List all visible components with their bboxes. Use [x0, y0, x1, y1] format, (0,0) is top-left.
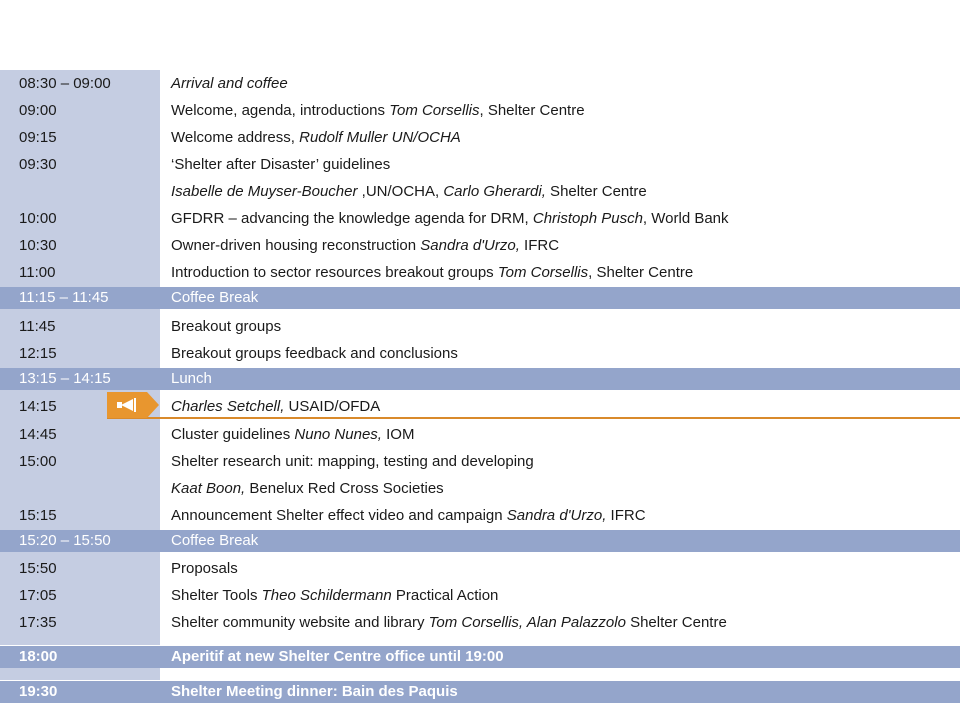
agenda-speaker: Tom Corsellis	[389, 102, 480, 119]
agenda-break-row	[0, 287, 960, 309]
agenda-break-row	[0, 368, 960, 390]
agenda-text: Introduction to sector resources breakout groups	[171, 264, 498, 281]
agenda-text: Aperitif at new Shelter Centre office until 19:00	[171, 648, 504, 665]
agenda-text: , Shelter Centre	[588, 264, 694, 281]
agenda-row	[0, 340, 960, 367]
agenda-text: Shelter research unit: mapping, testing and developing	[171, 453, 534, 470]
agenda-text: Shelter community website and library	[171, 614, 429, 631]
highlight-underline	[107, 417, 960, 419]
agenda-time: 15:15	[19, 507, 57, 524]
agenda-row	[0, 70, 960, 97]
agenda-speaker: Tom Corsellis	[497, 264, 589, 281]
agenda-text: , Shelter Centre	[479, 102, 585, 119]
agenda-row	[0, 475, 960, 502]
agenda-speaker: Carlo Gherardi,	[443, 183, 546, 200]
agenda-row	[0, 609, 960, 636]
agenda-row	[0, 259, 960, 286]
agenda-text: IOM	[381, 426, 415, 443]
agenda-break-row	[0, 646, 960, 668]
agenda-speaker: Nuno Nunes,	[294, 426, 382, 443]
agenda-description	[171, 682, 458, 701]
agenda-description	[171, 647, 504, 666]
agenda-description	[171, 288, 258, 307]
agenda-time: 15:50	[19, 560, 57, 577]
agenda-time: 11:45	[19, 318, 56, 335]
agenda-row	[0, 151, 960, 178]
agenda-text: Owner-driven housing reconstruction	[171, 237, 421, 254]
agenda-speaker: Arrival and coffee	[171, 75, 288, 92]
agenda-text: IFRC	[519, 237, 560, 254]
agenda-description	[171, 236, 559, 255]
agenda-text: IFRC	[606, 507, 646, 524]
agenda-text: Proposals	[171, 560, 238, 577]
agenda-row	[0, 124, 960, 151]
agenda-description	[171, 101, 585, 120]
agenda-text: Shelter Tools	[171, 587, 262, 604]
agenda-speaker: Theo Schildermann	[261, 587, 392, 604]
agenda-time: 09:15	[19, 129, 57, 146]
agenda-time: 10:30	[19, 237, 57, 254]
agenda-time: 17:05	[19, 587, 57, 604]
megaphone-icon	[107, 392, 159, 418]
agenda-speaker: Isabelle de Muyser-Boucher	[171, 183, 358, 200]
agenda-description	[171, 128, 461, 147]
agenda-row	[0, 313, 960, 340]
agenda-text: Breakout groups	[171, 318, 282, 335]
agenda-text: Announcement Shelter effect video and campaign	[171, 507, 507, 524]
agenda-text: Welcome address,	[171, 129, 300, 146]
agenda-text: Lunch	[171, 370, 212, 387]
agenda-break-row	[0, 681, 960, 703]
agenda-text: GFDRR – advancing the knowledge agenda for DRM,	[171, 210, 533, 227]
agenda-time: 15:00	[19, 453, 57, 470]
agenda-row	[0, 448, 960, 475]
agenda-description	[171, 452, 534, 471]
agenda-text: Practical Action	[391, 587, 499, 604]
agenda-description	[171, 531, 258, 550]
agenda-time: 11:00	[19, 264, 56, 281]
agenda-break-row	[0, 530, 960, 552]
agenda-text: Shelter Centre	[545, 183, 647, 200]
agenda-text: , World Bank	[642, 210, 729, 227]
agenda-text: Coffee Break	[171, 289, 259, 306]
agenda-row	[0, 555, 960, 582]
agenda-speaker: Charles Setchell,	[171, 398, 285, 415]
agenda-text: Welcome, agenda, introductions	[171, 102, 390, 119]
agenda-text: Coffee Break	[171, 532, 259, 549]
agenda-text: USAID/OFDA	[284, 398, 381, 415]
agenda-time: 12:15	[19, 345, 57, 362]
agenda-description	[171, 586, 498, 605]
agenda-row	[0, 421, 960, 448]
agenda-time: 14:15	[19, 398, 57, 415]
agenda-speaker: Sandra d'Urzo,	[506, 507, 607, 524]
agenda-description	[171, 182, 647, 201]
agenda-time: 09:00	[19, 102, 57, 119]
agenda-description	[171, 425, 414, 444]
agenda-description	[171, 317, 281, 336]
agenda-speaker: Kaat Boon,	[171, 480, 246, 497]
agenda-row	[0, 582, 960, 609]
agenda-text: Shelter Centre	[625, 614, 727, 631]
agenda-text: Cluster guidelines	[171, 426, 295, 443]
agenda-time: 11:15 – 11:45	[19, 289, 109, 306]
agenda-description	[171, 209, 729, 228]
agenda-description	[171, 263, 693, 282]
agenda-time: 09:30	[19, 156, 57, 173]
agenda-speaker: Rudolf Muller UN/OCHA	[299, 129, 461, 146]
agenda-row	[0, 97, 960, 124]
agenda-text: Benelux Red Cross Societies	[245, 480, 444, 497]
agenda-description	[171, 369, 212, 388]
time-column-spacer	[0, 668, 160, 680]
agenda-speaker: Tom Corsellis, Alan Palazzolo	[428, 614, 626, 631]
agenda-description	[171, 344, 458, 363]
agenda-time: 10:00	[19, 210, 57, 227]
agenda-row	[0, 178, 960, 205]
agenda-description	[171, 74, 288, 93]
agenda-text: Shelter Meeting dinner: Bain des Paquis	[171, 683, 458, 700]
agenda-text: Breakout groups feedback and conclusions	[171, 345, 458, 362]
agenda-description	[171, 559, 238, 578]
agenda-description	[171, 155, 390, 174]
agenda-time: 08:30 – 09:00	[19, 75, 111, 92]
agenda-description	[171, 506, 646, 525]
agenda-time: 17:35	[19, 614, 57, 631]
agenda-time: 15:20 – 15:50	[19, 532, 111, 549]
agenda-text: ,UN/OCHA,	[357, 183, 444, 200]
agenda-time: 14:45	[19, 426, 57, 443]
agenda-text: ‘Shelter after Disaster’ guidelines	[171, 156, 391, 173]
agenda-time: 19:30	[19, 683, 58, 700]
agenda-speaker: Sandra d'Urzo,	[420, 237, 520, 254]
agenda-description	[171, 613, 727, 632]
agenda-row	[0, 232, 960, 259]
agenda-time: 13:15 – 14:15	[19, 370, 111, 387]
agenda-description	[171, 479, 444, 498]
agenda-speaker: Christoph Pusch	[532, 210, 643, 227]
agenda-time: 18:00	[19, 648, 58, 665]
agenda-description	[171, 397, 380, 416]
agenda-row	[0, 502, 960, 529]
agenda-row	[0, 205, 960, 232]
